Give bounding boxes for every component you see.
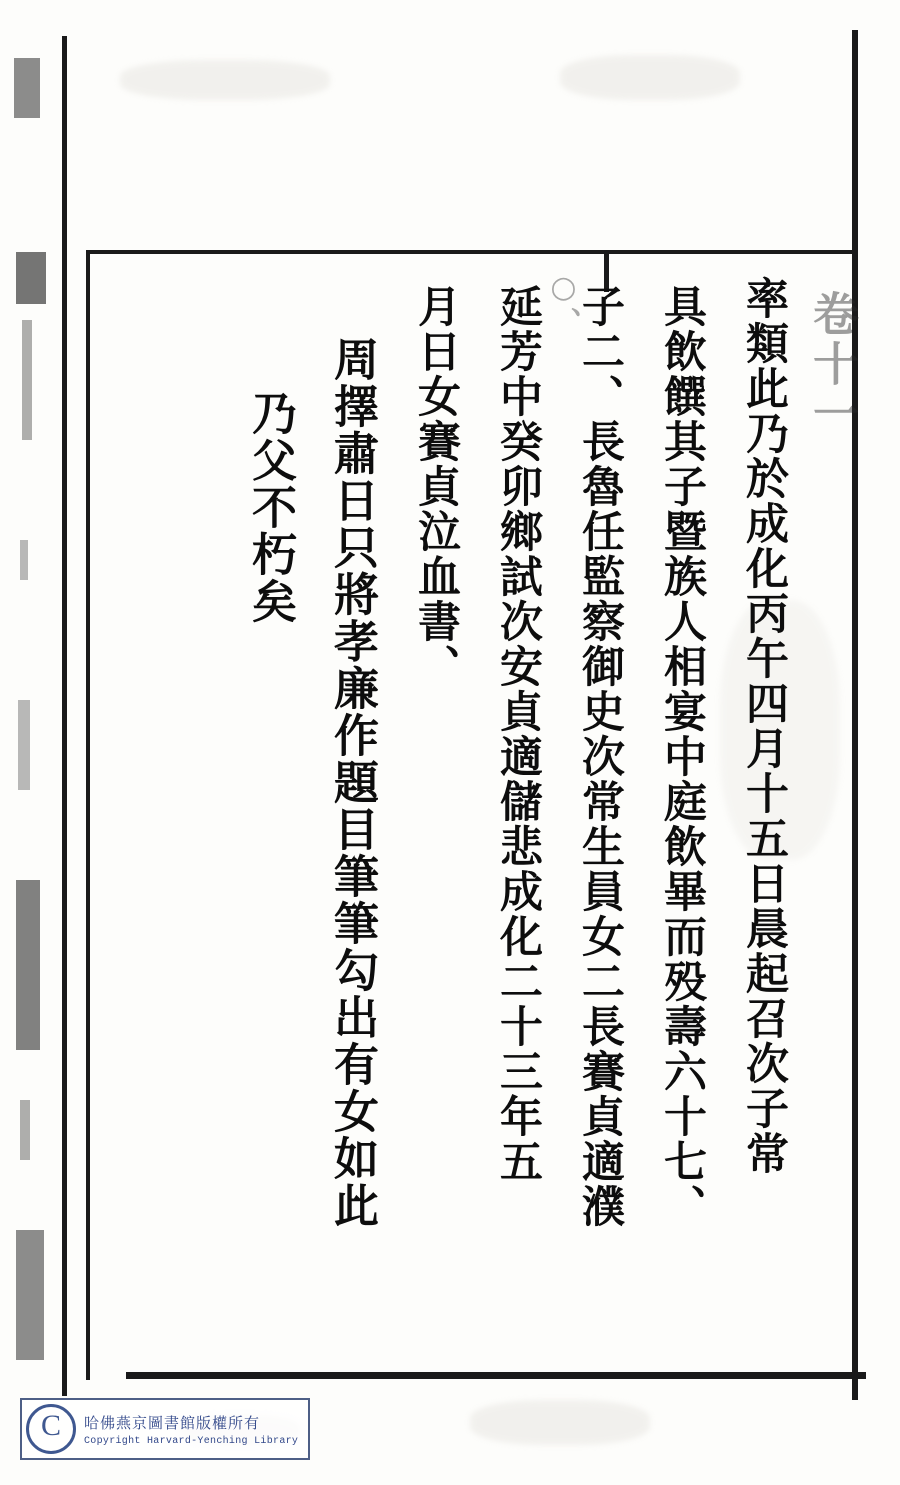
scan-artifact [20, 540, 28, 580]
scan-artifact [16, 880, 40, 1050]
spine-text: 卷十一 [806, 290, 860, 440]
scan-artifact [18, 700, 30, 790]
frame-rule-outer-left [62, 36, 67, 1396]
edge-column-marks: ○、 [546, 270, 581, 339]
copyright-stamp [20, 1398, 310, 1460]
scan-artifact [16, 1230, 44, 1360]
copyright-english: Copyright Harvard-Yenching Library [84, 1435, 299, 1447]
copyright-icon: C [26, 1404, 76, 1454]
scan-blotch [120, 60, 330, 100]
text-column-3: 子二、長魯任監察御史次常生員女二長賽貞適濮 [575, 284, 625, 1229]
scan-artifact [22, 320, 32, 440]
scan-artifact [14, 58, 40, 118]
text-column-7-commentary: 乃父不朽矣 [244, 390, 297, 625]
copyright-text [84, 1412, 298, 1447]
scan-artifact [16, 252, 46, 304]
frame-rule-bottom [126, 1372, 866, 1379]
scan-blotch [560, 55, 740, 100]
frame-rule-top [86, 250, 856, 254]
text-column-4: 延芳中癸卯鄉試次安貞適儲悲成化二十三年五 [493, 284, 543, 1184]
text-column-6-commentary: 周擇肅日只將孝廉作題目筆筆勾出有女如此 [326, 336, 379, 1229]
scan-artifact [20, 1100, 30, 1160]
text-column-5: 月日女賽貞泣血書、 [411, 284, 461, 689]
frame-rule-outer-right [852, 30, 858, 1400]
text-column-2: 具飲饌其子暨族人相宴中庭飲畢而殁壽六十七、 [657, 284, 707, 1229]
frame-rule-inner-left [86, 250, 90, 1380]
copyright-chinese: 哈佛燕京圖書館版權所有 [84, 1413, 261, 1432]
text-column-1: 率類此乃於成化丙午四月十五日晨起召次子常 [739, 276, 789, 1176]
scan-blotch [470, 1400, 650, 1445]
